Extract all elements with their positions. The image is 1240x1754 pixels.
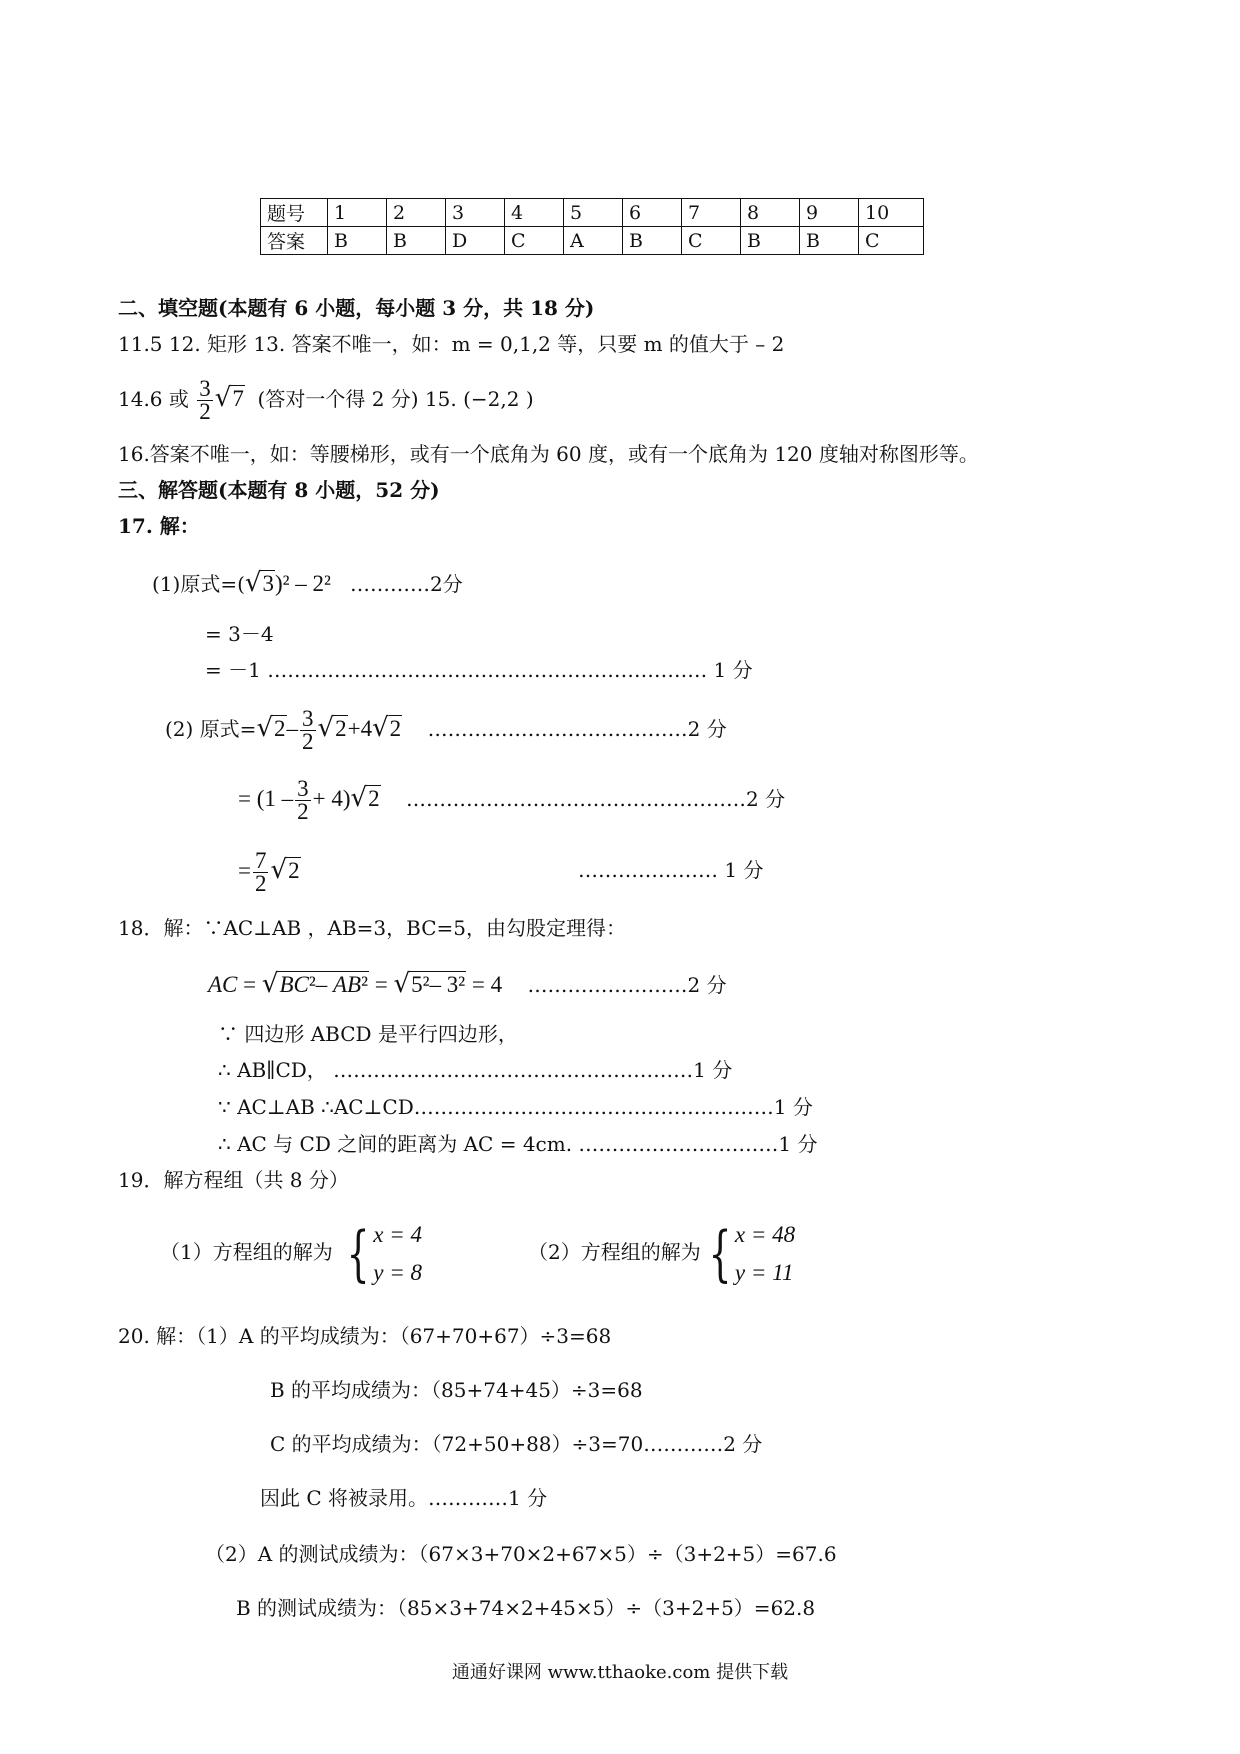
- table-cell: C: [505, 227, 564, 255]
- equation: y = 11: [734, 1259, 794, 1285]
- section3-title: 三、解答题(本题有 8 小题，52 分): [118, 478, 440, 502]
- fraction: $\frac{7}{2}$: [254, 848, 267, 896]
- q17-p1-line3: = －1 ………………………………………………………… 1 分: [205, 658, 753, 682]
- sqrt: √3: [244, 568, 274, 598]
- q19-solution-1: （1）方程组的解为 { x = 4 y = 8: [160, 1218, 423, 1289]
- q17-part2: (2) 原式=√2– $\frac{3}{2}$ √2+4√2 …………………………………2 分: [165, 696, 727, 761]
- q18-line6: ∴ AC 与 CD 之间的距离为 AC = 4cm. …………………………1 分: [218, 1132, 818, 1156]
- q18-formula: AC = √BC²– AB² = √5²– 3² = 4 ……………………2 分: [208, 964, 727, 1005]
- q19-solution-2: （2）方程组的解为 { x = 48 y = 11: [528, 1218, 796, 1289]
- sqrt: √5²– 3²: [393, 969, 466, 999]
- q17-p1-rest: )² – 2²: [274, 571, 331, 596]
- table-cell: A: [564, 227, 623, 255]
- table-cell: 9: [800, 199, 859, 227]
- page-footer: 通通好课网 www.tthaoke.com 提供下载: [451, 1662, 789, 1683]
- q18-line5: ∵ AC⊥AB ∴AC⊥CD………………………………………………1 分: [218, 1095, 813, 1119]
- table-cell: C: [682, 227, 741, 255]
- q14-prefix: 14.6 或: [118, 387, 189, 411]
- fraction: $\frac{3}{2}$: [297, 776, 309, 824]
- table-row-header: 题号: [261, 199, 328, 227]
- sqrt: √7: [214, 383, 244, 413]
- table-cell: B: [328, 227, 387, 255]
- fraction-numerator: 3: [199, 376, 211, 401]
- q14-15-answers: [118, 370, 534, 427]
- q20-line1: 20. 解：（1）A 的平均成绩为：（67+70+67）÷3=68: [118, 1324, 612, 1348]
- q18-line4: ∴ AB∥CD， ………………………………………………1 分: [218, 1058, 733, 1082]
- equation: y = 8: [373, 1259, 423, 1285]
- table-cell: B: [800, 227, 859, 255]
- q20-line3: C 的平均成绩为：（72+50+88）÷3=70…………2 分: [270, 1432, 763, 1456]
- table-cell: 1: [328, 199, 387, 227]
- table-cell: 6: [623, 199, 682, 227]
- table-row: [261, 227, 924, 255]
- solution-label: （1）方程组的解为: [160, 1240, 333, 1264]
- sqrt: √2: [350, 783, 380, 813]
- q17-p2-line2: = (1 – $\frac{3}{2}$ + 4)√2 ……………………………………………2 分: [238, 766, 785, 831]
- table-cell: D: [446, 227, 505, 255]
- table-cell: 8: [741, 199, 800, 227]
- score-mark: …………………………………2 分: [427, 717, 727, 741]
- q20-line2: B 的平均成绩为：（85+74+45）÷3=68: [270, 1378, 643, 1402]
- score-mark: ……………………………………………2 分: [406, 787, 786, 811]
- answer-table: [260, 198, 924, 255]
- table-cell: C: [859, 227, 924, 255]
- sqrt: √2: [317, 713, 347, 743]
- q17-p1-prefix: (1)原式=(: [152, 572, 245, 596]
- sqrt: √BC²– AB²: [261, 969, 369, 999]
- equation: x = 48: [734, 1221, 796, 1247]
- q11-13-answers: 11.5 12. 矩形 13. 答案不唯一，如：m = 0,1,2 等，只要 m 的值大于 – 2: [118, 332, 785, 356]
- q17-label: 17. 解：: [118, 514, 200, 538]
- q18-line1: 18．解：∵AC⊥AB ，AB=3，BC=5，由勾股定理得：: [118, 916, 626, 940]
- q18-line3: ∵ 四边形 ABCD 是平行四边形，: [218, 1022, 518, 1046]
- radicand: 3: [262, 571, 274, 596]
- q17-part1: [152, 565, 463, 602]
- sqrt: √2: [270, 855, 300, 885]
- q17-p2-prefix: (2) 原式=: [165, 717, 257, 741]
- score-mark: …………2分: [350, 572, 463, 596]
- table-cell: B: [623, 227, 682, 255]
- sqrt: √2: [372, 713, 402, 743]
- table-cell: B: [741, 227, 800, 255]
- fraction: [197, 378, 213, 423]
- table-row: [261, 199, 924, 227]
- table-cell: 2: [387, 199, 446, 227]
- fraction: $\frac{3}{2}$: [302, 706, 314, 754]
- q17-p1-line2: = 3－4: [205, 622, 274, 646]
- sqrt: √2: [256, 713, 286, 743]
- table-cell: 5: [564, 199, 623, 227]
- table-cell: 3: [446, 199, 505, 227]
- q20-line5: （2）A 的测试成绩为：（67×3+70×2+67×5）÷（3+2+5）=67.6: [205, 1542, 837, 1566]
- q16-answer: 16.答案不唯一，如：等腰梯形，或有一个底角为 60 度，或有一个底角为 120 度轴对称图形等。: [118, 442, 979, 466]
- q17-p2-line3: = $\frac{7}{2}$ √2: [238, 838, 301, 903]
- score-mark: ……………………2 分: [527, 973, 727, 997]
- solution-label: （2）方程组的解为: [528, 1240, 701, 1264]
- q14-suffix: (答对一个得 2 分) 15. (−2,2 ): [257, 387, 534, 411]
- fraction-denominator: 2: [199, 399, 211, 424]
- table-cell: 7: [682, 199, 741, 227]
- q20-line4: 因此 C 将被录用。…………1 分: [260, 1486, 548, 1510]
- table-row-header: 答案: [261, 227, 328, 255]
- table-cell: 10: [859, 199, 924, 227]
- radicand: 7: [232, 386, 244, 411]
- q20-line6: B 的测试成绩为：（85×3+74×2+45×5）÷（3+2+5）=62.8: [236, 1596, 816, 1620]
- section2-title: 二、填空题(本题有 6 小题，每小题 3 分，共 18 分): [118, 296, 595, 320]
- score-mark: ………………… 1 分: [578, 858, 764, 882]
- table-cell: 4: [505, 199, 564, 227]
- q19-title: 19．解方程组（共 8 分）: [118, 1168, 349, 1192]
- equation: x = 4: [373, 1221, 423, 1247]
- table-cell: B: [387, 227, 446, 255]
